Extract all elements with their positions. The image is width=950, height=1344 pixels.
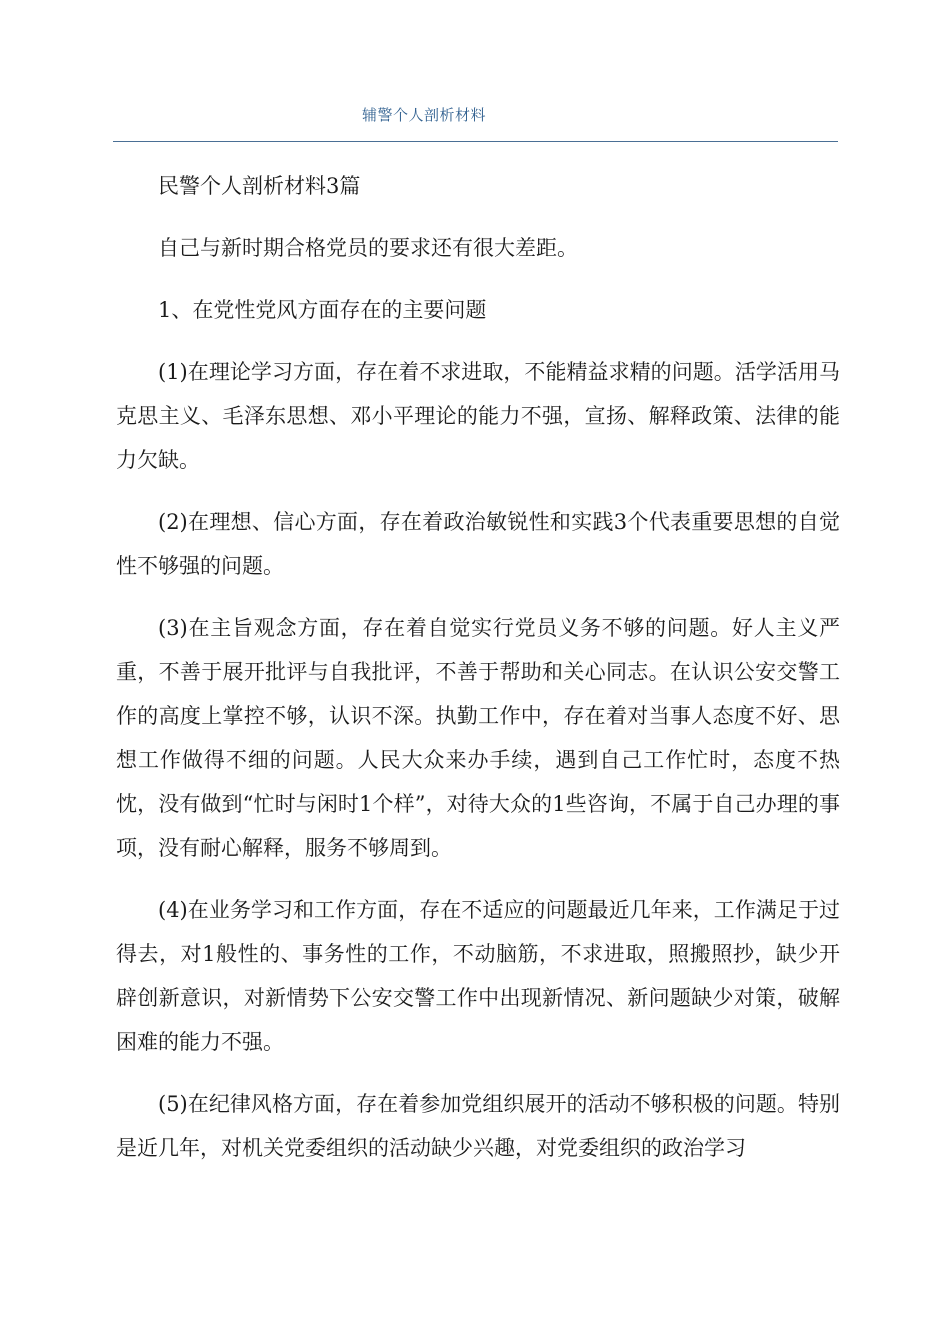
- running-header: 辅警个人剖析材料: [362, 106, 487, 124]
- header-divider: [113, 141, 838, 142]
- paragraph-item-2: (2)在理想、信心方面，存在着政治敏锐性和实践3个代表重要思想的自觉性不够强的问题。: [116, 510, 840, 578]
- intro-paragraph: 自己与新时期合格党员的要求还有很大差距。: [158, 236, 578, 260]
- paragraph-item-3: (3)在主旨观念方面，存在着自觉实行党员义务不够的问题。好人主义严重，不善于展开批评与自我批评，不善于帮助和关心同志。在认识公安交警工作的高度上掌控不够，认识不深。执勤工作中，存在着对当事人态度不好、思想工作做得不细的问题。人民大众来办手续，遇到自己工作忙时，态度不热忱，没有做到“忙时与闲时1个样”，对待大众的1些咨询，不属于自己办理的事项，没有耐心解释，服务不够周到。: [116, 616, 840, 860]
- section-heading: 1、在党性党风方面存在的主要问题: [158, 298, 487, 322]
- document-body: [116, 164, 840, 1188]
- paragraph-item-5: (5)在纪律风格方面，存在着参加党组织展开的活动不够积极的问题。特别是近几年，对机关党委组织的活动缺少兴趣，对党委组织的政治学习: [116, 1092, 840, 1160]
- paragraph-item-4: (4)在业务学习和工作方面，存在不适应的问题最近几年来，工作满足于过得去，对1般性的、事务性的工作，不动脑筋，不求进取，照搬照抄，缺少开辟创新意识，对新情势下公安交警工作中出现新情况、新问题缺少对策，破解困难的能力不强。: [116, 898, 840, 1054]
- paragraph-item-1: (1)在理论学习方面，存在着不求进取，不能精益求精的问题。活学活用马克思主义、毛泽东思想、邓小平理论的能力不强，宣扬、解释政策、法律的能力欠缺。: [116, 360, 840, 472]
- document-title: 民警个人剖析材料3篇: [158, 174, 361, 198]
